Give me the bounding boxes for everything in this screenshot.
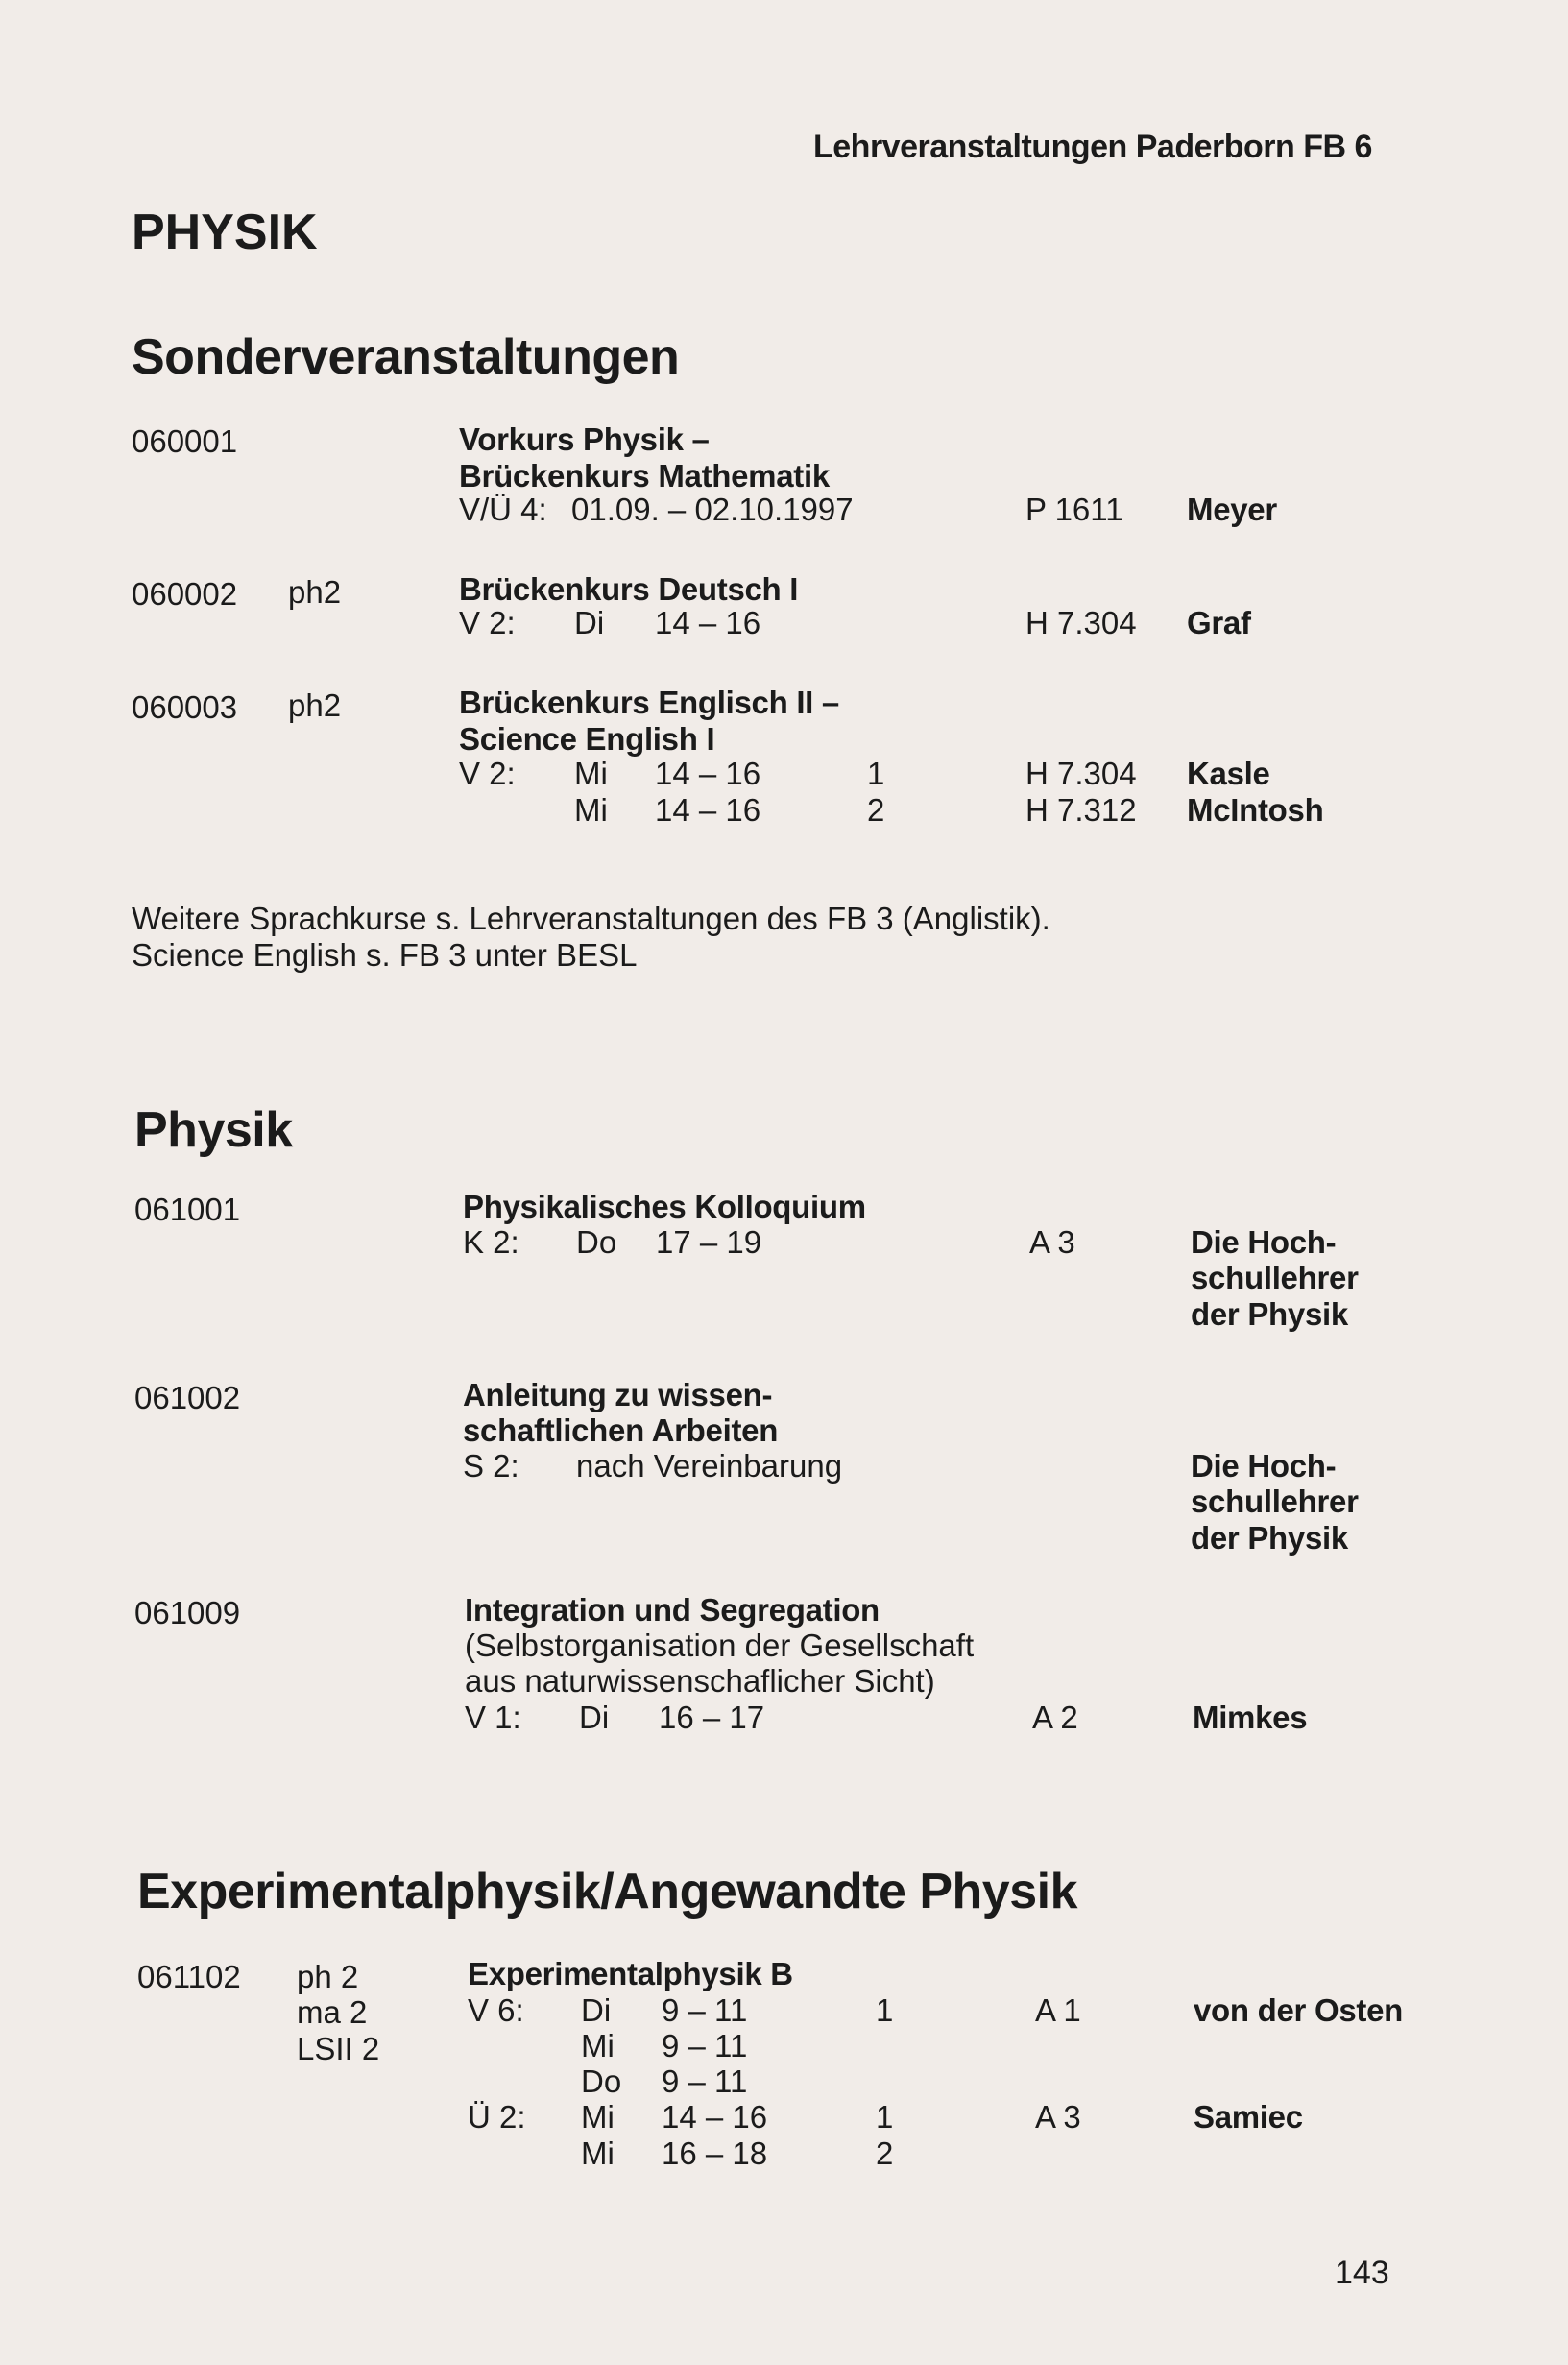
course-room: H 7.304	[1025, 756, 1137, 791]
course-day: Di	[574, 605, 605, 640]
course-lecturer: der Physik	[1191, 1296, 1348, 1332]
course-tag: ph2	[288, 574, 342, 610]
section-note: Science English s. FB 3 unter BESL	[132, 937, 638, 973]
course-room: A 3	[1035, 2099, 1081, 2135]
course-lecturer: Graf	[1187, 605, 1251, 640]
course-lecturer: Meyer	[1187, 492, 1277, 527]
course-tag: LSII 2	[297, 2031, 380, 2066]
course-title: Science English I	[459, 721, 715, 757]
course-lecturer: der Physik	[1191, 1520, 1348, 1556]
course-type: Ü 2:	[468, 2099, 526, 2135]
course-group: 2	[876, 2136, 894, 2171]
course-room: P 1611	[1025, 492, 1123, 527]
course-title: Anleitung zu wissen-	[463, 1377, 773, 1412]
course-lecturer: Mimkes	[1193, 1700, 1308, 1735]
course-code: 061009	[134, 1595, 241, 1630]
course-lecturer: Samiec	[1194, 2099, 1303, 2135]
section-note: Weitere Sprachkurse s. Lehrveranstaltungen des FB 3 (Anglistik).	[132, 901, 1050, 936]
course-title: Brückenkurs Englisch II –	[459, 685, 839, 720]
course-type: V 1:	[465, 1700, 521, 1735]
course-type: S 2:	[463, 1448, 519, 1484]
course-code: 060003	[132, 689, 238, 725]
course-group: 1	[876, 1992, 894, 2028]
course-code: 061102	[137, 1959, 241, 1994]
running-header: Lehrveranstaltungen Paderborn FB 6	[813, 129, 1372, 165]
course-title: schaftlichen Arbeiten	[463, 1412, 779, 1448]
course-time: 16 – 17	[659, 1700, 765, 1735]
page-number: 143	[1335, 2255, 1389, 2291]
course-room: H 7.312	[1025, 792, 1137, 828]
course-time: 9 – 11	[662, 1992, 748, 2028]
course-title: Integration und Segregation	[465, 1592, 880, 1628]
course-time: 17 – 19	[656, 1224, 762, 1260]
course-room: H 7.304	[1025, 605, 1137, 640]
course-day: Di	[579, 1700, 610, 1735]
course-time: 14 – 16	[662, 2099, 768, 2135]
course-lecturer: Kasle	[1187, 756, 1270, 791]
course-type: V 6:	[468, 1992, 524, 2028]
course-lecturer: schullehrer	[1191, 1484, 1359, 1519]
course-lecturer: schullehrer	[1191, 1260, 1359, 1295]
course-lecturer: Die Hoch-	[1191, 1224, 1337, 1260]
course-room: A 1	[1035, 1992, 1081, 2028]
course-time-note: nach Vereinbarung	[576, 1448, 843, 1484]
course-time: 16 – 18	[662, 2136, 768, 2171]
course-type: V/Ü 4:	[459, 492, 547, 527]
course-code: 061001	[134, 1192, 241, 1227]
course-code: 060002	[132, 576, 238, 612]
course-time: 14 – 16	[655, 756, 761, 791]
course-lecturer: von der Osten	[1194, 1992, 1403, 2028]
course-day: Mi	[581, 2099, 615, 2135]
section-heading-experimentalphysik: Experimentalphysik/Angewandte Physik	[137, 1864, 1077, 1919]
course-day: Di	[581, 1992, 612, 2028]
course-type: V 2:	[459, 605, 516, 640]
course-group: 1	[876, 2099, 894, 2135]
course-dates: 01.09. – 02.10.1997	[571, 492, 854, 527]
course-time: 9 – 11	[662, 2063, 748, 2099]
section-heading-physik: Physik	[134, 1102, 293, 1158]
course-day: Mi	[574, 792, 608, 828]
course-code: 060001	[132, 423, 238, 459]
course-tag: ph 2	[297, 1959, 359, 1994]
course-type: K 2:	[463, 1224, 519, 1260]
course-title: Brückenkurs Mathematik	[459, 458, 830, 494]
course-lecturer: McIntosh	[1187, 792, 1324, 828]
course-title: Experimentalphysik B	[468, 1956, 793, 1991]
course-title: Physikalisches Kolloquium	[463, 1189, 866, 1224]
course-tag: ma 2	[297, 1994, 368, 2030]
course-title: Vorkurs Physik –	[459, 422, 710, 457]
section-heading-sonderveranstaltungen: Sonderveranstaltungen	[132, 329, 680, 385]
course-tag: ph2	[288, 688, 342, 723]
course-type: V 2:	[459, 756, 516, 791]
course-day: Mi	[581, 2028, 615, 2063]
course-time: 14 – 16	[655, 792, 761, 828]
course-group: 1	[867, 756, 885, 791]
course-time: 9 – 11	[662, 2028, 748, 2063]
course-subtitle: aus naturwissenschaflicher Sicht)	[465, 1663, 935, 1699]
course-day: Mi	[581, 2136, 615, 2171]
course-lecturer: Die Hoch-	[1191, 1448, 1337, 1484]
course-title: Brückenkurs Deutsch I	[459, 571, 799, 607]
course-day: Do	[581, 2063, 622, 2099]
course-subtitle: (Selbstorganisation der Gesellschaft	[465, 1628, 975, 1663]
course-group: 2	[867, 792, 885, 828]
page-title: PHYSIK	[132, 205, 318, 260]
course-room: A 2	[1032, 1700, 1078, 1735]
course-day: Do	[576, 1224, 617, 1260]
course-code: 061002	[134, 1380, 241, 1415]
course-room: A 3	[1029, 1224, 1075, 1260]
course-day: Mi	[574, 756, 608, 791]
course-time: 14 – 16	[655, 605, 761, 640]
